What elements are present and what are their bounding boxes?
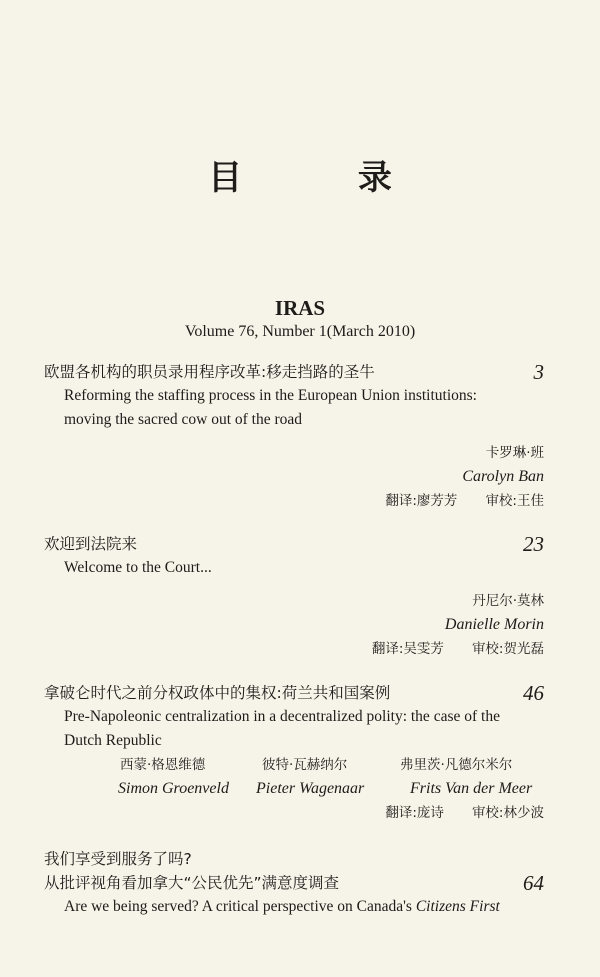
en-title-italic: Citizens First — [415, 898, 500, 915]
reviewer: 审校:林少波 — [471, 805, 544, 821]
author-zh: 丹尼尔·莫林 — [472, 593, 544, 609]
author-zh: 卡罗琳·班 — [485, 445, 544, 461]
credits — [0, 489, 600, 513]
en-title-line-2: Dutch Republic — [64, 732, 162, 749]
author-zh: 弗里茨·凡德尔米尔 — [400, 757, 513, 773]
entry-en-title — [0, 705, 600, 753]
credits — [0, 637, 600, 661]
author-en: Pieter Wagenaar — [256, 780, 365, 797]
entry-page-number: 46 — [523, 681, 544, 705]
translator: 翻译:庞诗 — [385, 805, 444, 821]
entry-zh-subtitle: 我们享受到服务了吗? — [44, 850, 192, 868]
entry-page-number: 3 — [533, 360, 544, 384]
author-en: Carolyn Ban — [462, 468, 544, 485]
toc-entry-1[interactable] — [0, 360, 600, 513]
author-en: Danielle Morin — [444, 616, 544, 633]
entry-en-title: Welcome to the Court... — [64, 559, 212, 576]
author-zh: 彼特·瓦赫纳尔 — [262, 757, 348, 773]
en-title-line-2: moving the sacred cow out of the road — [64, 411, 303, 428]
reviewer: 审校:贺光磊 — [471, 641, 544, 657]
en-title-line-1: Reforming the staffing process in the European Union institutions: — [64, 387, 477, 404]
toc-entry-3[interactable] — [0, 681, 600, 825]
author-en: Frits Van der Meer — [410, 780, 533, 797]
translator: 翻译:廖芳芳 — [385, 493, 458, 509]
en-title-main: Are we being served? A critical perspective on Canada's — [64, 898, 416, 915]
entry-zh-title: 拿破仑时代之前分权政体中的集权:荷兰共和国案例 — [44, 684, 391, 702]
author-zh: 西蒙·格恩维德 — [120, 757, 206, 773]
authors-zh — [0, 753, 600, 777]
entry-page-number: 64 — [523, 871, 544, 895]
volume-info: Volume 76, Number 1(March 2010) — [184, 323, 416, 340]
en-title-line-1: Pre-Napoleonic centralization in a decentralized polity: the case of the — [64, 708, 500, 725]
toc-entry-2[interactable] — [0, 532, 600, 661]
journal-name: IRAS — [274, 296, 326, 320]
entry-zh-title: 欢迎到法院来 — [44, 535, 138, 553]
credits — [0, 801, 600, 825]
reviewer: 审校:王佳 — [485, 493, 544, 509]
entry-zh-title: 欧盟各机构的职员录用程序改革:移走挡路的圣牛 — [44, 363, 375, 381]
authors-en — [0, 777, 600, 801]
entry-page-number: 23 — [523, 532, 544, 556]
author-en: Simon Groenveld — [118, 780, 229, 797]
entry-en-title — [0, 895, 600, 919]
entry-zh-title: 从批评视角看加拿大“公民优先”满意度调查 — [44, 874, 340, 892]
page-title: 目 录 — [208, 158, 444, 198]
toc-entry-4[interactable] — [0, 847, 600, 919]
translator: 翻译:吴雯芳 — [371, 641, 444, 657]
entry-en-title — [0, 384, 600, 432]
